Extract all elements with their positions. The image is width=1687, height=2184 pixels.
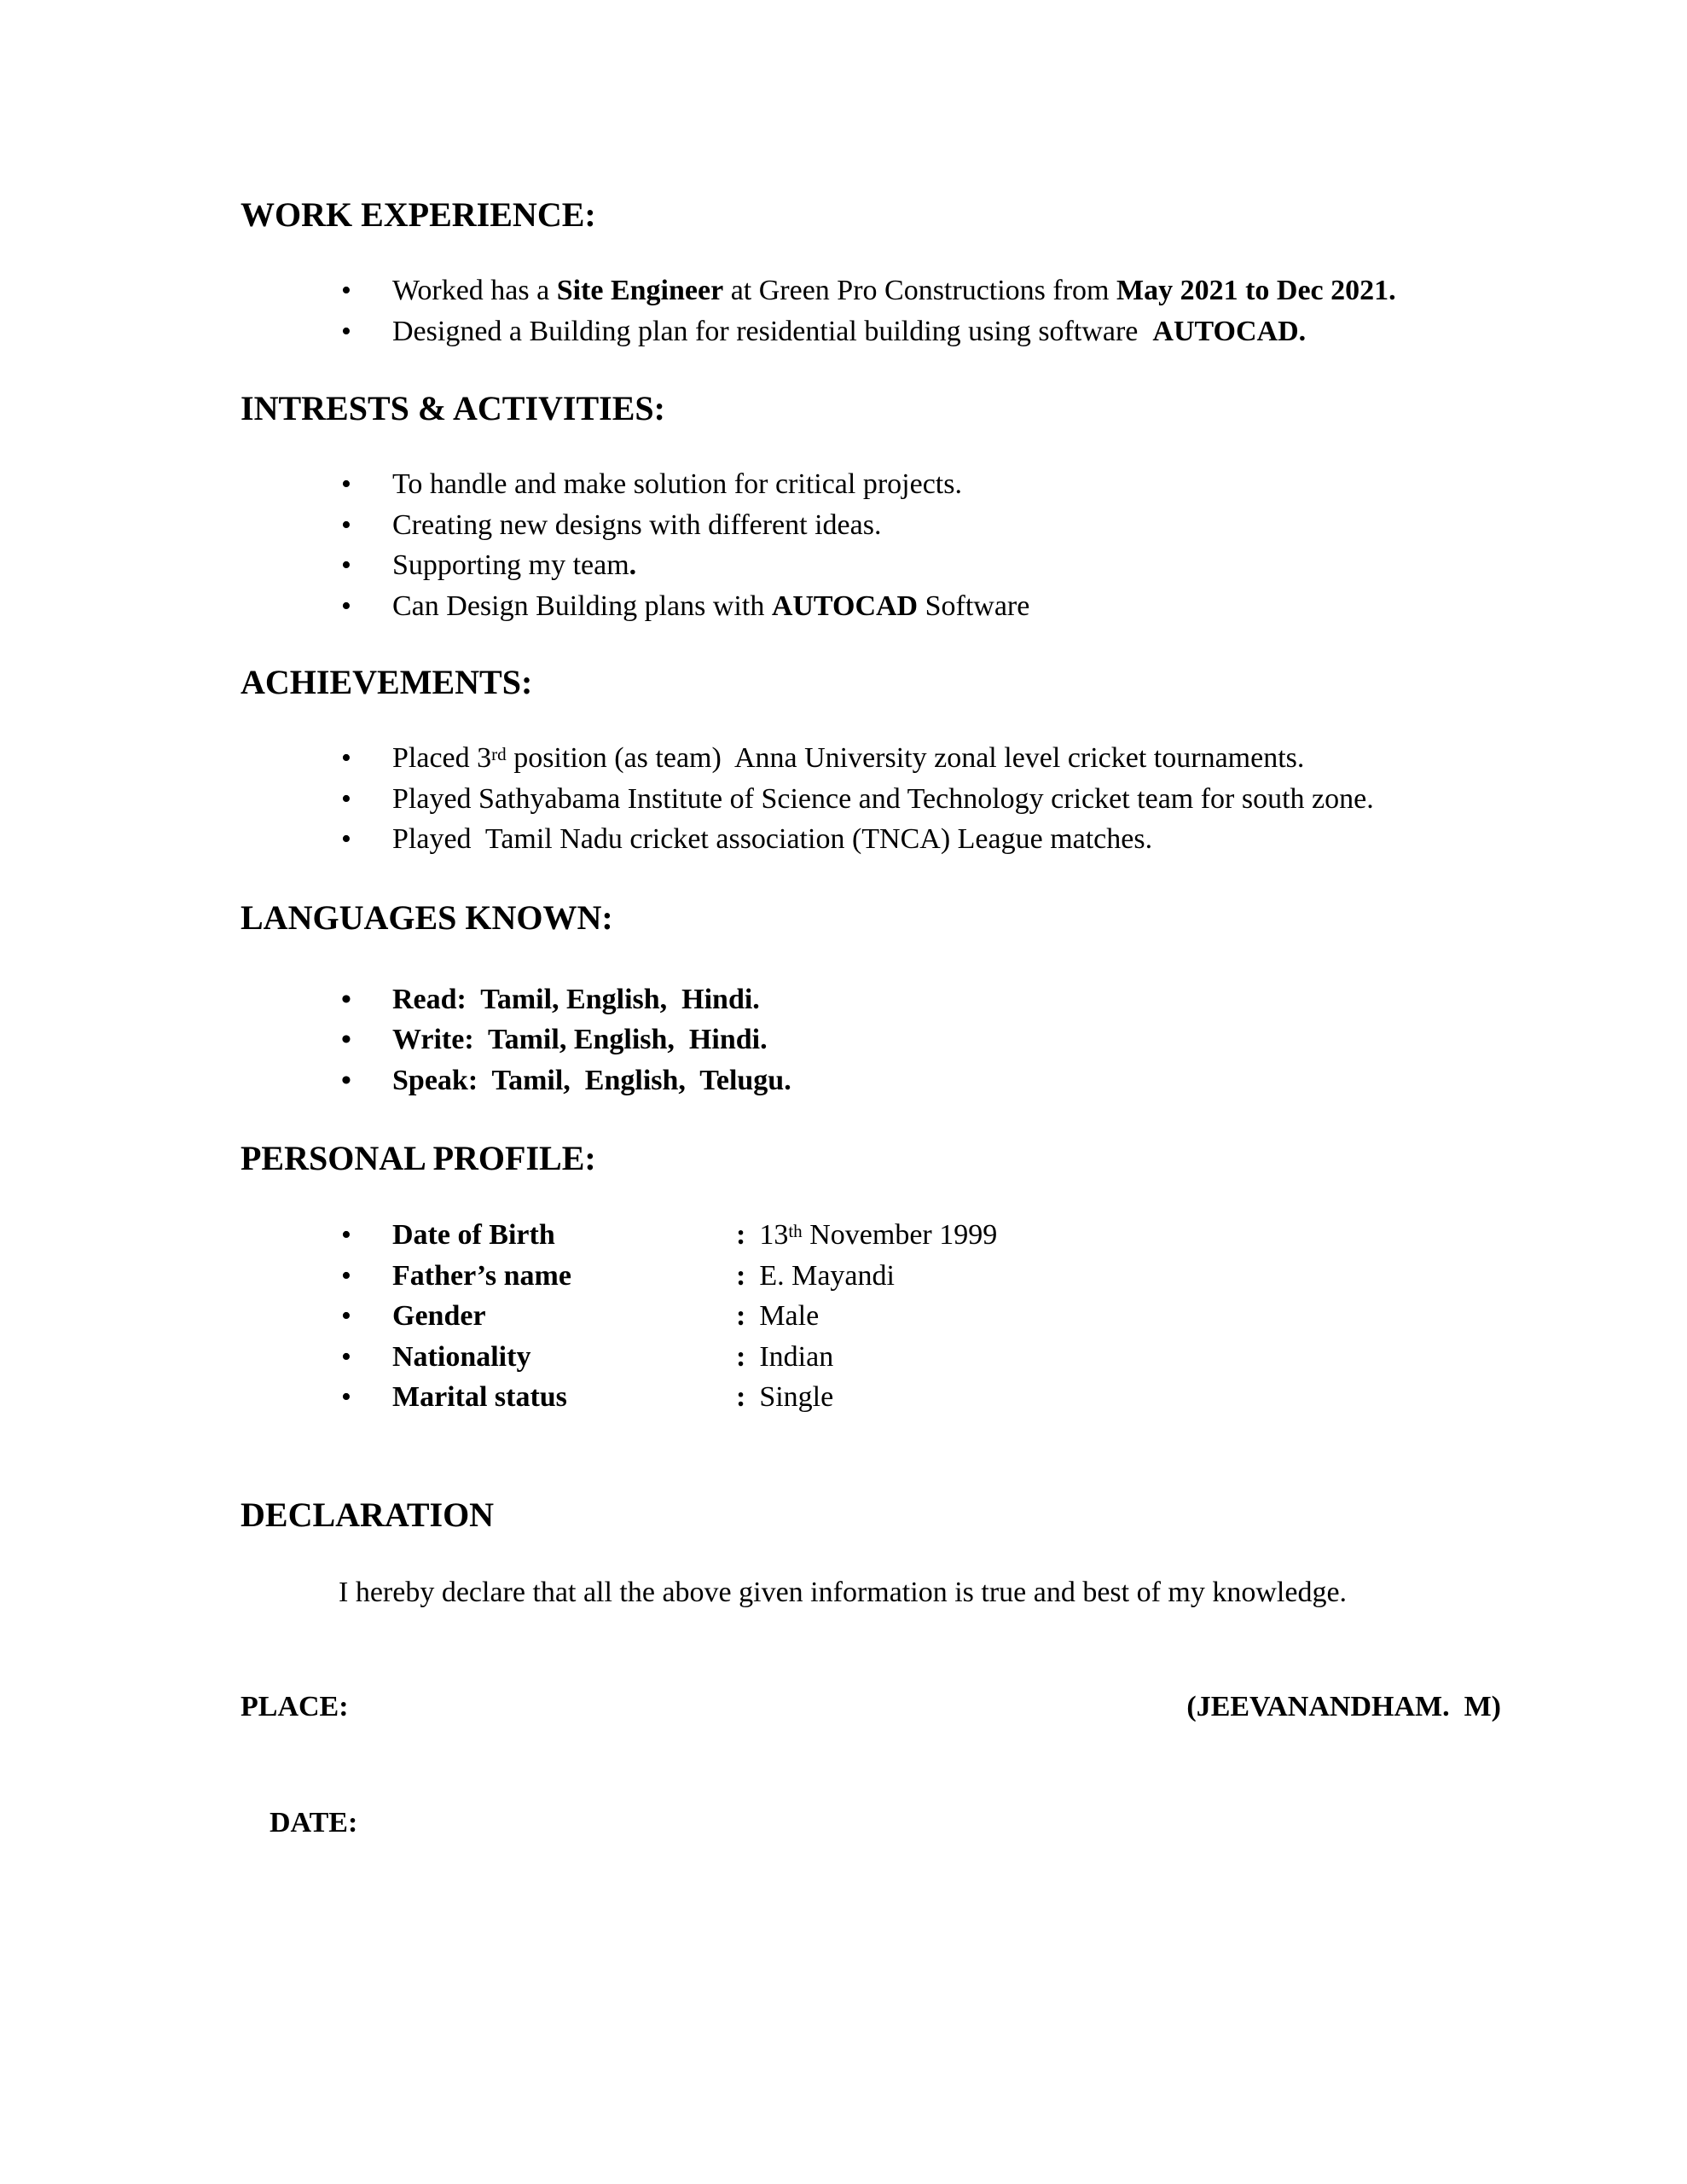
profile-value: Single [759,1381,834,1413]
text-segment: Supporting my team [392,549,629,581]
profile-colon: : [736,1219,746,1251]
profile-colon: : [736,1381,746,1413]
text-segment-bold: Write: Tamil, English, Hindi. [392,1024,768,1055]
text-segment: November 1999 [802,1219,998,1251]
list-item [241,1019,1501,1060]
profile-label: Marital status [392,1381,567,1413]
list-item [241,979,1501,1020]
text-segment: position (as team) Anna University zonal level cricket tournaments. [506,742,1305,774]
profile-row-marital-status [241,1377,1501,1418]
text-segment: Can Design Building plans with [392,590,772,622]
section-heading-languages-known: LANGUAGES KNOWN: [241,897,613,937]
list-item [241,311,1501,352]
place-label: PLACE: [241,1691,349,1722]
profile-label: Date of Birth [392,1219,555,1251]
profile-value: Male [759,1300,820,1332]
list-item [241,738,1501,779]
profile-colon: : [736,1300,746,1332]
declaration-text: I hereby declare that all the above given information is true and best of my knowledge. [339,1576,1348,1608]
profile-value [759,1219,997,1251]
profile-row-gender [241,1296,1501,1337]
list-item [241,545,1501,586]
signature-name: (JEEVANANDHAM. M) [1186,1691,1501,1722]
text-segment-bold: May 2021 to Dec 2021. [1116,275,1396,306]
text-segment-bold: Read: Tamil, English, Hindi. [392,983,760,1015]
text-segment: 13 [759,1219,789,1251]
profile-colon: : [736,1340,746,1373]
place-signature-row [241,1687,1501,1728]
profile-label: Father’s name [392,1259,571,1292]
text-segment: Designed a Building plan for residential building using software [392,315,1153,347]
section-heading-work-experience: WORK EXPERIENCE: [241,195,596,234]
list-item [241,505,1501,546]
text-segment: Played Tamil Nadu cricket association (TNCA) League matches. [392,823,1153,855]
text-segment-bold: Speak: Tamil, English, Telugu. [392,1064,791,1096]
section-heading-personal-profile: PERSONAL PROFILE: [241,1139,596,1177]
languages-list [241,979,1501,1101]
profile-label: Gender [392,1300,486,1332]
text-segment: Played Sathyabama Institute of Science and Technology cricket team for south zone. [392,782,1374,815]
profile-row-fathers-name [241,1256,1501,1297]
list-item [241,586,1501,627]
text-segment-bold: . [629,549,637,581]
superscript-ordinal: th [788,1221,803,1241]
interests-list [241,464,1501,626]
profile-value: Indian [759,1340,834,1373]
superscript-ordinal: rd [491,744,507,764]
text-segment-bold: AUTOCAD [771,590,919,622]
text-segment-bold: Site Engineer [556,275,724,306]
section-heading-interests-activities: INTRESTS & ACTIVITIES: [241,389,665,427]
list-item [241,819,1501,860]
list-item [241,270,1501,311]
profile-colon: : [736,1259,746,1292]
text-segment: Placed 3 [392,742,492,774]
profile-row-nationality [241,1337,1501,1378]
profile-row-date-of-birth [241,1215,1501,1256]
list-item [241,1060,1501,1101]
work-experience-list [241,270,1501,351]
text-segment: Worked has a [392,275,557,306]
section-heading-achievements: ACHIEVEMENTS: [241,663,533,701]
text-segment: at Green Pro Constructions from [723,275,1116,306]
list-item [241,779,1501,820]
profile-label: Nationality [392,1340,531,1373]
list-item [241,464,1501,505]
date-label: DATE: [270,1807,358,1838]
personal-profile-list [241,1215,1501,1418]
text-segment: Software [918,590,1030,622]
section-heading-declaration: DECLARATION [241,1495,495,1534]
date-row [241,1763,1501,1885]
profile-value: E. Mayandi [759,1259,895,1292]
text-segment: Creating new designs with different ideas. [392,508,882,541]
text-segment-bold: AUTOCAD. [1152,315,1307,347]
achievements-list [241,738,1501,860]
text-segment: To handle and make solution for critical projects. [392,468,962,500]
